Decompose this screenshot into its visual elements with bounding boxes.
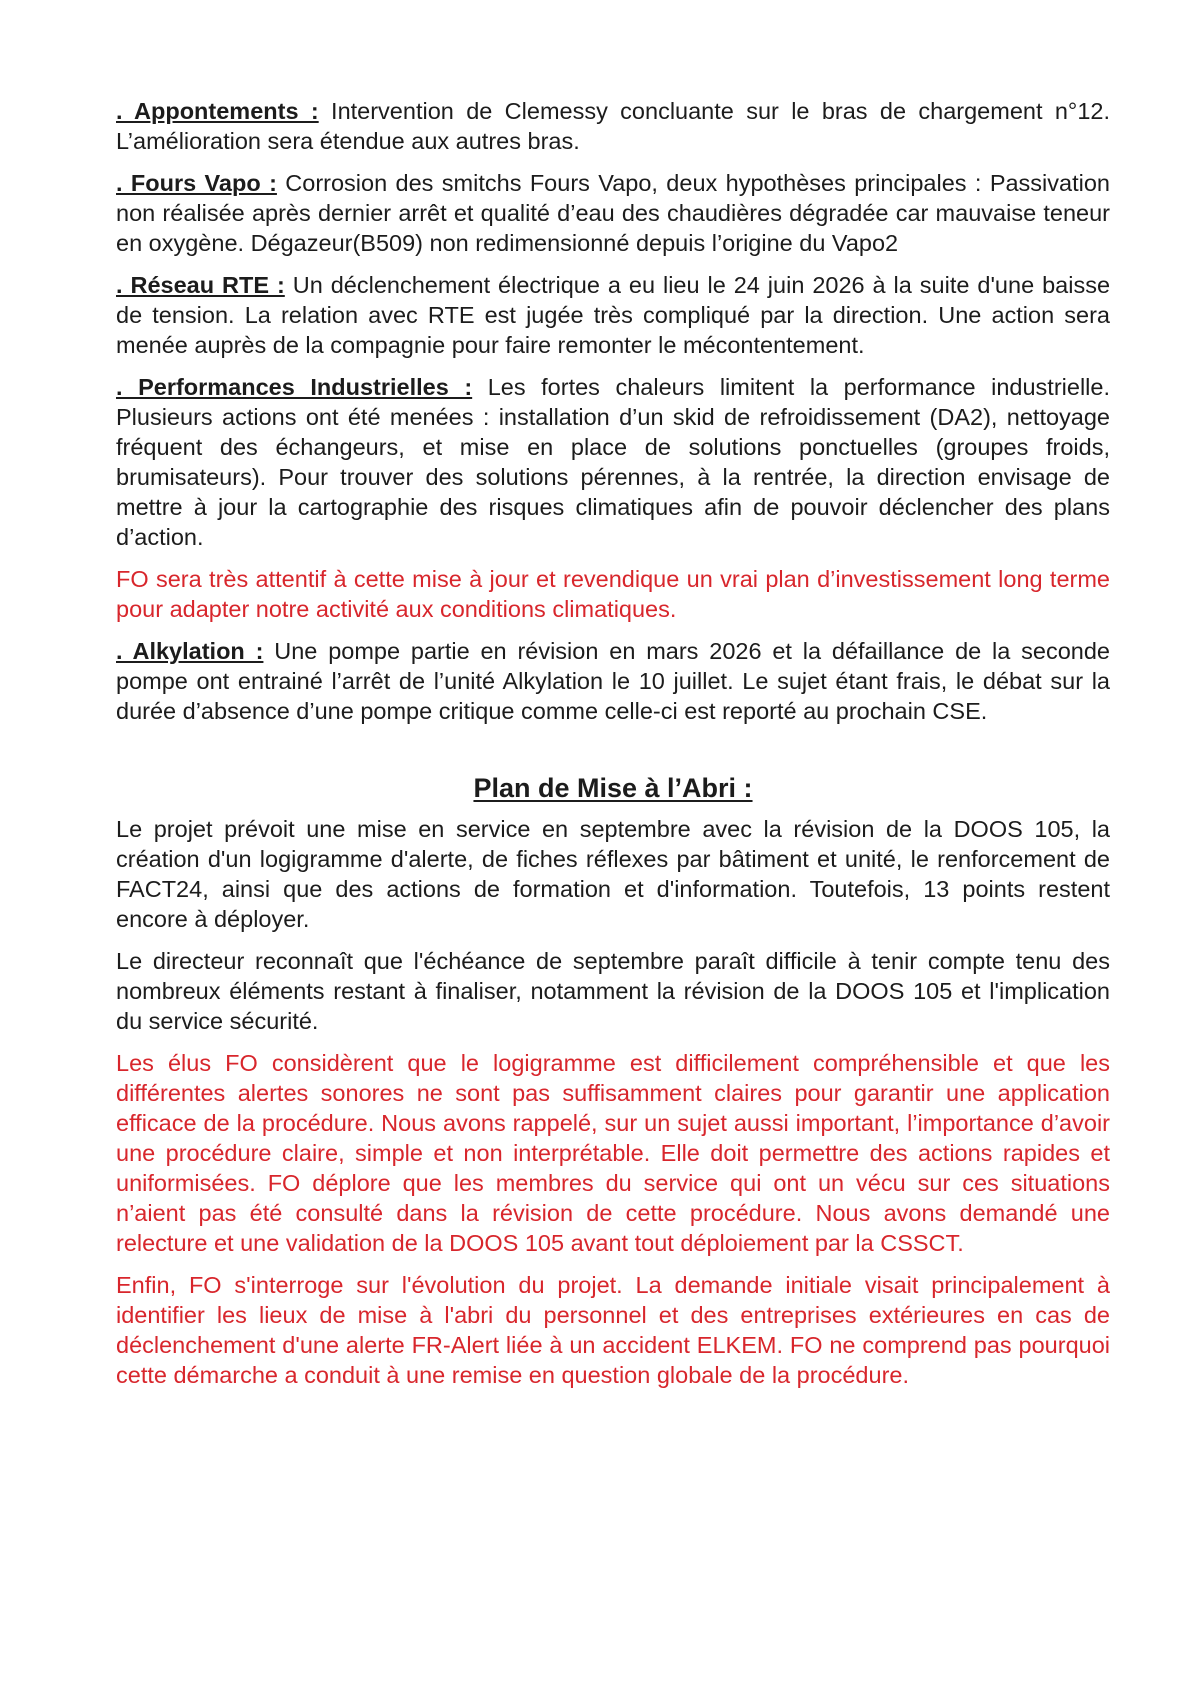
item-fours-vapo xyxy=(116,168,1110,258)
item-text: Un déclenchement électrique a eu lieu le 24 juin 2026 à la suite d'une baisse de tension. La relation avec RTE est jugée très compliqué par la direction. Une action sera menée auprès de la compagnie pour faire remonter le mécontentement. xyxy=(116,272,1111,358)
item-text: Les fortes chaleurs limitent la performance industrielle. Plusieurs actions ont été menées : installation d’un skid de refroidissement (DA2), nettoyage fréquent des échangeurs, et mise en place de solutions ponctuelles (groupes froids, brumisateurs). Pour trouver des solutions pérennes, à la rentrée, la direction envisage de mettre à jour la cartographie des risques climatiques afin de pouvoir déclencher des plans d’action. xyxy=(116,374,1110,550)
item-label: . Appontements : xyxy=(116,98,319,124)
item-label: . Alkylation : xyxy=(116,638,264,664)
item-reseau-rte xyxy=(116,270,1110,360)
item-alkylation xyxy=(116,636,1110,726)
section-paragraph: Le directeur reconnaît que l'échéance de septembre paraît difficile à tenir compte tenu des nombreux éléments restant à finaliser, notamment la révision de la DOOS 105 et l'implication du service sécurité. xyxy=(116,948,1110,1034)
item-label: . Performances Industrielles : xyxy=(116,374,473,400)
item-performances-industrielles xyxy=(116,372,1110,552)
item-apponte-ments xyxy=(116,96,1110,156)
fo-statement: Les élus FO considèrent que le logigramme est difficilement compréhensible et que les différentes alertes sonores ne sont pas suffisamment claires pour garantir une application efficace de la procédure. Nous avons rappelé, sur un sujet aussi important, l’importance d’avoir une procédure claire, simple et non interprétable. Elle doit permettre des actions rapides et uniformisées. FO déplore que les membres du service qui ont un vécu sur ces situations n’aient pas été consulté dans la révision de cette procédure. Nous avons demandé une relecture et une validation de la DOOS 105 avant tout déploiement par la CSSCT. xyxy=(116,1050,1110,1256)
item-text: Intervention de Clemessy concluante sur le bras de chargement n°12. L’amélioration sera étendue aux autres bras. xyxy=(116,98,1110,154)
item-label: . Fours Vapo : xyxy=(116,170,277,196)
item-text: Corrosion des smitchs Fours Vapo, deux hypothèses principales : Passivation non réalisée après dernier arrêt et qualité d’eau des chaudières dégradée car mauvaise teneur en oxygène. Dégazeur(B509) non redimensionné depuis l’origine du Vapo2 xyxy=(116,170,1110,256)
item-text: Une pompe partie en révision en mars 2026 et la défaillance de la seconde pompe ont entrainé l’arrêt de l’unité Alkylation le 10 juillet. Le sujet étant frais, le débat sur la durée d’absence d’une pompe critique comme celle-ci est reporté au prochain CSE. xyxy=(116,638,1111,724)
section-title: Plan de Mise à l’Abri : xyxy=(473,773,753,803)
fo-statement-climate: FO sera très attentif à cette mise à jour et revendique un vrai plan d’investissement long terme pour adapter notre activité aux conditions climatiques. xyxy=(116,566,1110,622)
fo-statement: Enfin, FO s'interroge sur l'évolution du projet. La demande initiale visait principalement à identifier les lieux de mise à l'abri du personnel et des entreprises extérieures en cas de déclenchement d'une alerte FR-Alert liée à un accident ELKEM. FO ne comprend pas pourquoi cette démarche a conduit à une remise en question globale de la procédure. xyxy=(116,1272,1110,1388)
document-page xyxy=(116,96,1110,1402)
section-paragraph: Le projet prévoit une mise en service en septembre avec la révision de la DOOS 105, la création d'un logigramme d'alerte, de fiches réflexes par bâtiment et unité, le renforcement de FACT24, ainsi que des actions de formation et d'information. Toutefois, 13 points restent encore à déployer. xyxy=(116,816,1110,932)
item-label: . Réseau RTE : xyxy=(116,272,285,298)
